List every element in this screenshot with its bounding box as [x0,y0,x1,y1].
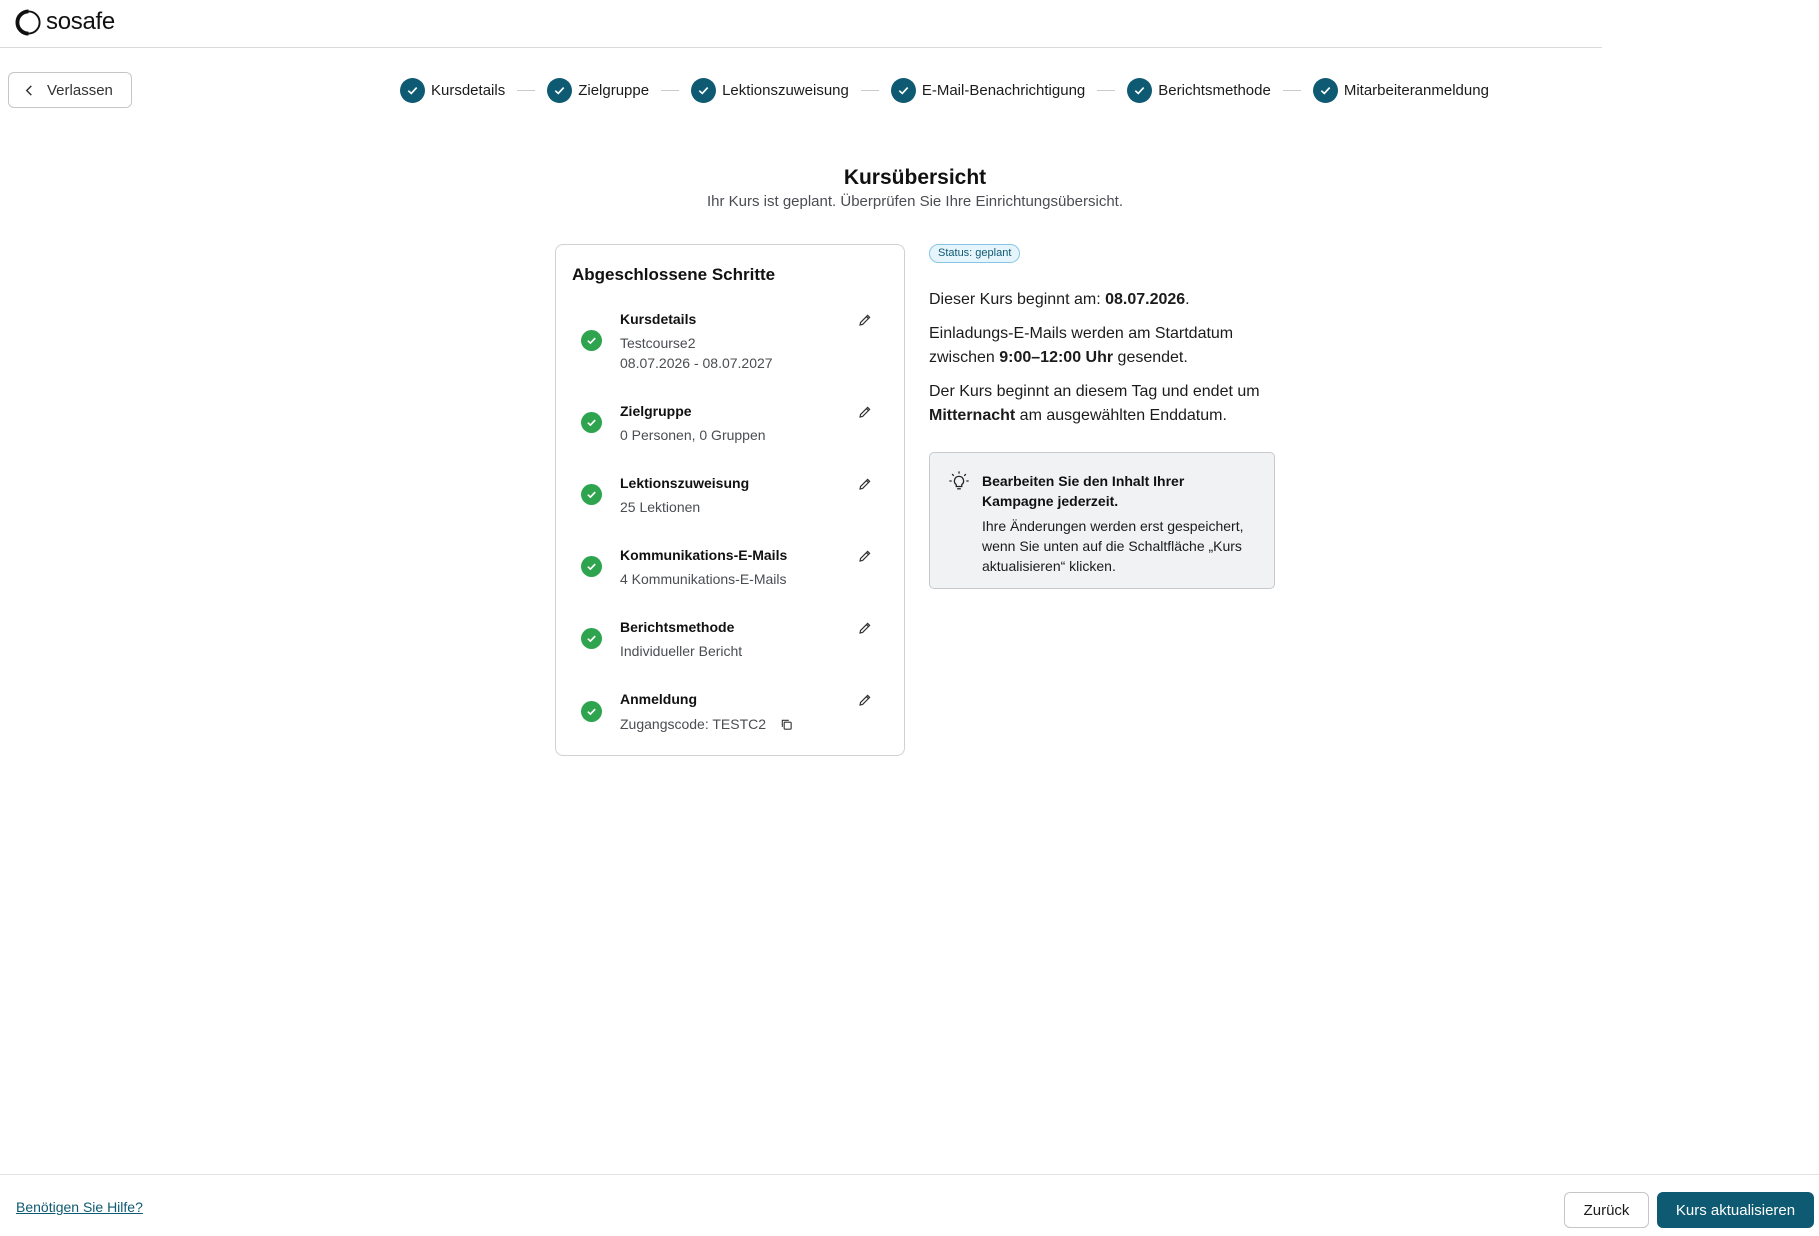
page-title: Kursübersicht [843,166,987,189]
sosafe-logo-icon [15,9,42,36]
summary-item-detail: Testcourse2 [620,335,696,351]
back-button[interactable]: Zurück [1564,1192,1649,1228]
tip-title: Bearbeiten Sie den Inhalt Ihrer Kampagne jederzeit. [982,473,1185,509]
step-check-icon [400,78,425,103]
info-text: . [1185,291,1190,308]
step-check-icon [1127,78,1152,103]
invite-time: 9:00–12:00 Uhr [999,349,1114,366]
logo-text: sosafe [46,8,115,35]
pencil-edit-icon[interactable] [858,549,872,563]
card-title: Abgeschlossene Schritte [572,265,776,284]
tip-box [929,452,1275,589]
summary-item-title: Lektionszuweisung [620,475,750,491]
info-text: am ausgewählten Enddatum. [1015,407,1227,424]
step-divider [517,90,535,91]
start-date: 08.07.2026 [1105,291,1186,308]
summary-item-detail: 25 Lektionen [620,499,701,515]
logo [15,8,115,36]
summary-item-title: Kommunikations-E-Mails [620,547,788,563]
pencil-edit-icon[interactable] [858,621,872,635]
help-link[interactable]: Benötigen Sie Hilfe? [16,1199,143,1215]
pencil-edit-icon[interactable] [858,693,872,707]
pencil-edit-icon[interactable] [858,405,872,419]
stepper-step-berichtsmethode[interactable] [1127,78,1271,103]
stepper-step-kursdetails[interactable] [400,78,505,103]
step-divider [1097,90,1115,91]
start-date-info [929,288,1279,312]
tip-body: Ihre Änderungen werden erst gespeichert, wenn Sie unten auf die Schaltfläche „Kurs aktualisieren“ klicken. [982,518,1244,574]
stepper-step-zielgruppe[interactable] [547,78,649,103]
stepper-step-email-benachrichtigung[interactable] [891,78,1085,103]
summary-item-detail: 4 Kommunikations-E-Mails [620,571,787,587]
summary-item-detail: 08.07.2026 - 08.07.2027 [620,355,773,371]
step-divider [1283,90,1301,91]
step-divider [661,90,679,91]
end-time: Mitternacht [929,407,1016,424]
success-check-icon [581,556,602,577]
invite-info [929,322,1279,370]
step-label: Lektionszuweisung [722,81,849,99]
copy-icon[interactable] [780,718,793,731]
progress-stepper [400,77,1489,103]
exit-button-label: Verlassen [47,81,113,99]
summary-item-title: Zielgruppe [620,403,692,419]
summary-item-detail [620,716,793,732]
footer-bar [0,1174,1819,1236]
top-bar [0,0,1602,48]
summary-item-detail: 0 Personen, 0 Gruppen [620,427,766,443]
summary-item-title: Kursdetails [620,311,697,327]
step-label: Kursdetails [431,81,506,99]
step-label: Zielgruppe [578,81,650,99]
step-check-icon [891,78,916,103]
chevron-left-icon [24,85,35,96]
success-check-icon [581,330,602,351]
completed-steps-card [555,244,905,756]
step-label: Mitarbeiteranmeldung [1343,81,1489,99]
update-course-button[interactable]: Kurs aktualisieren [1657,1192,1814,1228]
stepper-step-lektionszuweisung[interactable] [691,78,849,103]
success-check-icon [581,412,602,433]
pencil-edit-icon[interactable] [858,313,872,327]
info-text: Der Kurs beginnt an diesem Tag und endet um [929,383,1260,400]
step-divider [861,90,879,91]
step-check-icon [691,78,716,103]
info-text: Dieser Kurs beginnt am: [929,291,1106,308]
summary-item-detail: Individueller Bericht [620,643,743,659]
end-info [929,380,1279,428]
access-code: Zugangscode: TESTC2 [620,716,767,732]
stepper-step-mitarbeiteranmeldung[interactable] [1313,78,1489,103]
summary-item-title: Anmeldung [620,691,697,707]
success-check-icon [581,628,602,649]
success-check-icon [581,701,602,722]
step-label: E-Mail-Benachrichtigung [921,81,1086,99]
step-label: Berichtsmethode [1158,81,1271,99]
success-check-icon [581,484,602,505]
status-badge: Status: geplant [929,244,1020,263]
step-check-icon [1313,78,1338,103]
info-text: gesendet. [1113,349,1188,366]
step-check-icon [547,78,572,103]
pencil-edit-icon[interactable] [858,477,872,491]
summary-item-title: Berichtsmethode [620,619,735,635]
lightbulb-icon [948,470,970,492]
exit-button[interactable] [8,72,132,108]
page-subtitle: Ihr Kurs ist geplant. Überprüfen Sie Ihre Einrichtungsübersicht. [706,193,1124,210]
info-text: Einladungs-E-Mails werden am Startdatum zwischen [929,325,1234,366]
